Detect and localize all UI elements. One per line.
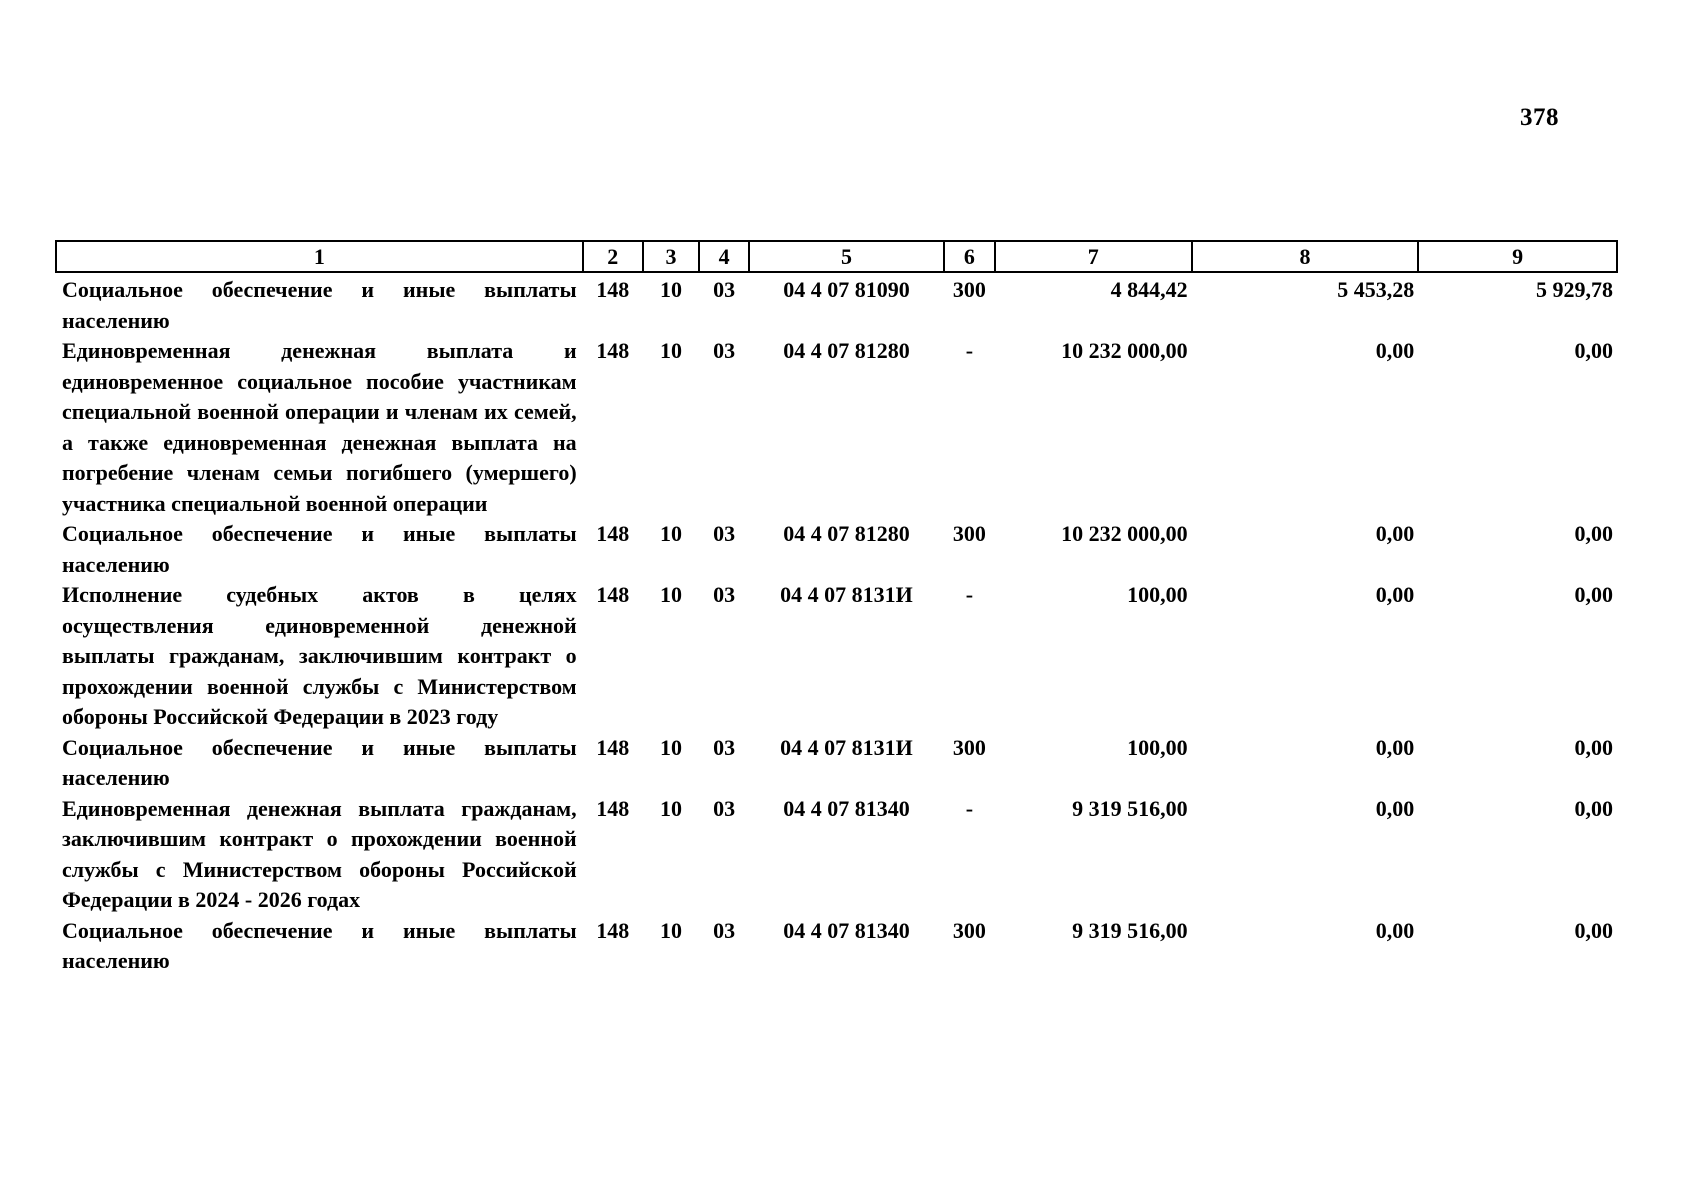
cell-col2: 148 — [596, 338, 630, 363]
page-number: 378 — [1520, 104, 1559, 131]
column-header: 3 — [643, 241, 699, 272]
cell-col8: 0,00 — [1375, 795, 1415, 821]
column-header: 5 — [749, 241, 944, 272]
cell-col5: 04 4 07 81340 — [783, 917, 910, 943]
cell-col5: 04 4 07 81340 — [783, 795, 910, 821]
table-row — [56, 272, 1617, 336]
cell-col6: 300 — [952, 277, 986, 302]
table-row — [56, 519, 1617, 580]
column-header: 8 — [1192, 241, 1419, 272]
cell-col7: 100,00 — [1127, 734, 1188, 760]
cell-col5: 04 4 07 81090 — [783, 277, 910, 302]
item-name: Социальное обеспечение и иные выплаты населению — [62, 734, 577, 790]
cell-col8: 0,00 — [1375, 734, 1415, 760]
table-row — [56, 580, 1617, 733]
cell-col2: 148 — [596, 795, 630, 821]
cell-col8: 0,00 — [1375, 582, 1415, 607]
cell-col9: 0,00 — [1574, 917, 1613, 943]
cell-col9: 5 929,78 — [1536, 277, 1613, 302]
cell-col4: 03 — [713, 277, 736, 302]
item-name: Социальное обеспечение и иные выплаты населению — [62, 521, 577, 577]
column-header: 2 — [583, 241, 643, 272]
cell-col3: 10 — [659, 277, 682, 302]
cell-col5: 04 4 07 8131И — [780, 734, 913, 760]
cell-col8: 0,00 — [1375, 917, 1415, 943]
item-name: Социальное обеспечение и иные выплаты населению — [62, 917, 577, 973]
cell-col7: 9 319 516,00 — [1072, 795, 1188, 821]
cell-col8: 0,00 — [1375, 521, 1415, 546]
cell-col3: 10 — [659, 338, 682, 363]
item-name: Исполнение судебных актов в целях осуществления единовременной денежной выплаты гражданам, заключившим контракт о прохождении военной службы с Министерством обороны Российской Федерации в 2023 году — [62, 582, 577, 729]
cell-col7: 10 232 000,00 — [1061, 521, 1188, 546]
cell-col2: 148 — [596, 917, 630, 943]
cell-col9: 0,00 — [1574, 734, 1613, 760]
cell-col2: 148 — [596, 521, 630, 546]
cell-col6: - — [965, 795, 974, 821]
cell-col5: 04 4 07 8131И — [780, 582, 913, 607]
table-row — [56, 916, 1617, 977]
cell-col8: 0,00 — [1375, 338, 1415, 363]
cell-col7: 4 844,42 — [1110, 277, 1188, 302]
cell-col5: 04 4 07 81280 — [783, 338, 910, 363]
cell-col6: - — [965, 582, 974, 607]
budget-table — [55, 240, 1618, 977]
cell-col3: 10 — [659, 795, 682, 821]
cell-col8: 5 453,28 — [1337, 277, 1415, 302]
cell-col2: 148 — [596, 734, 630, 760]
cell-col2: 148 — [596, 582, 630, 607]
cell-col6: 300 — [952, 917, 986, 943]
cell-col9: 0,00 — [1574, 338, 1613, 363]
cell-col7: 9 319 516,00 — [1072, 917, 1188, 943]
column-header: 9 — [1418, 241, 1617, 272]
cell-col3: 10 — [659, 734, 682, 760]
column-header: 6 — [944, 241, 995, 272]
cell-col3: 10 — [659, 582, 682, 607]
cell-col4: 03 — [713, 917, 736, 943]
cell-col9: 0,00 — [1574, 582, 1613, 607]
item-name: Единовременная денежная выплата гражданам, заключившим контракт о прохождении военной службы с Министерством обороны Российской Федерации в 2024 - 2026 годах — [62, 795, 577, 912]
cell-col7: 10 232 000,00 — [1061, 338, 1188, 363]
table-row — [56, 794, 1617, 916]
cell-col6: - — [965, 338, 974, 363]
item-name: Единовременная денежная выплата и единовременное социальное пособие участникам специальной военной операции и членам их семей, а также единовременная денежная выплата на погребение членам семьи погибшего (умершего) участника специальной военной операции — [62, 338, 577, 516]
cell-col3: 10 — [659, 917, 682, 943]
column-header: 4 — [699, 241, 749, 272]
cell-col6: 300 — [952, 734, 986, 760]
cell-col4: 03 — [713, 582, 736, 607]
cell-col4: 03 — [713, 795, 736, 821]
column-header: 1 — [56, 241, 583, 272]
cell-col4: 03 — [713, 734, 736, 760]
cell-col2: 148 — [596, 277, 630, 302]
cell-col3: 10 — [659, 521, 682, 546]
cell-col7: 100,00 — [1127, 582, 1188, 607]
column-header: 7 — [995, 241, 1192, 272]
cell-col9: 0,00 — [1574, 795, 1613, 821]
item-name: Социальное обеспечение и иные выплаты населению — [62, 277, 577, 333]
cell-col4: 03 — [713, 521, 736, 546]
table-row — [56, 336, 1617, 519]
table-header-row — [56, 241, 1617, 272]
cell-col9: 0,00 — [1574, 521, 1613, 546]
cell-col4: 03 — [713, 338, 736, 363]
cell-col6: 300 — [952, 521, 986, 546]
cell-col5: 04 4 07 81280 — [783, 521, 910, 546]
table-row — [56, 733, 1617, 794]
